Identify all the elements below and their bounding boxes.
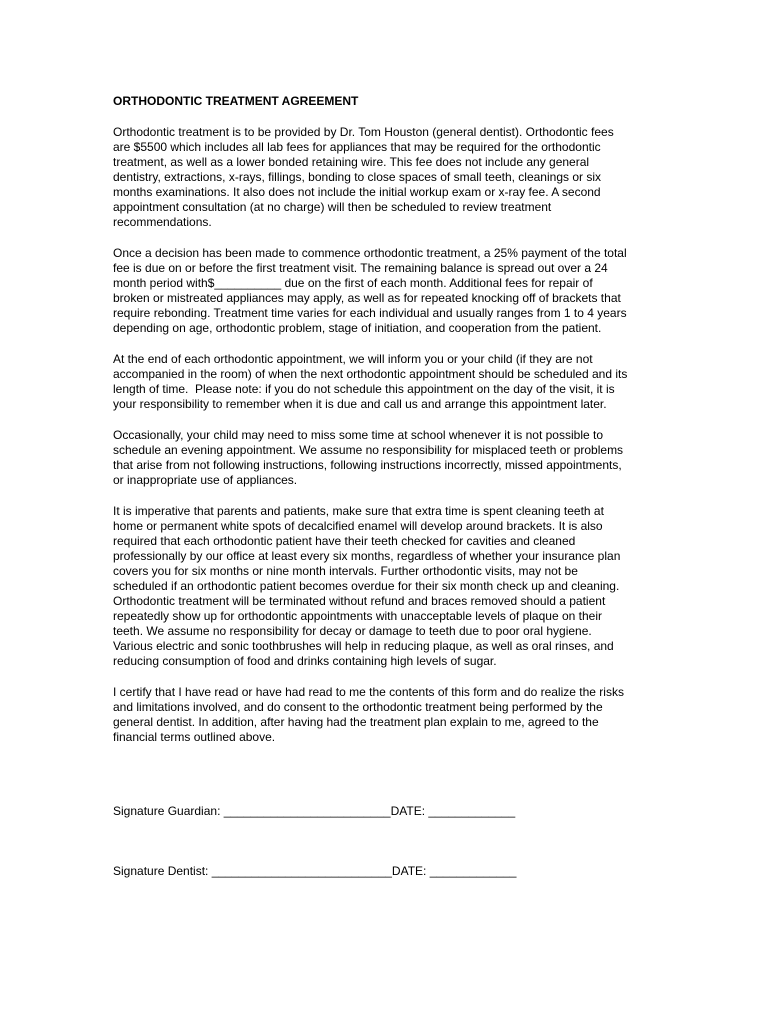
paragraph-hygiene (113, 504, 661, 669)
text-line: Once a decision has been made to commence orthodontic treatment, a 25% payment of the total (113, 246, 627, 260)
text-line: your responsibility to remember when it is due and call us and arrange this appointment later. (113, 397, 607, 411)
text-line: fee is due on or before the first treatment visit. The remaining balance is spread out over a 24 (113, 261, 608, 275)
document-body (113, 94, 661, 761)
text-line: repeatedly show up for orthodontic appointments with unacceptable levels of plaque on their (113, 609, 602, 623)
signature-guardian-field[interactable]: Signature Guardian: _________________________DATE: _____________ (113, 804, 516, 818)
text-line: Occasionally, your child may need to miss some time at school whenever it is not possible to (113, 428, 603, 442)
text-line: recommendations. (113, 215, 212, 229)
paragraph-payment (113, 246, 661, 336)
text-line: Orthodontic treatment will be terminated without refund and braces removed should a patient (113, 594, 606, 608)
text-line: accompanied in the room) of when the next orthodontic appointment should be scheduled and its (113, 367, 628, 381)
text-line: At the end of each orthodontic appointment, we will inform you or your child (if they are not (113, 352, 593, 366)
text-line: treatment, as well as a lower bonded retaining wire. This fee does not include any general (113, 155, 590, 169)
text-line: It is imperative that parents and patients, make sure that extra time is spent cleaning teeth at (113, 504, 604, 518)
text-line: covers you for six months or nine month intervals. Further orthodontic visits, may not be (113, 564, 578, 578)
paragraph-certification (113, 685, 661, 745)
text-line: home or permanent white spots of decalcified enamel will develop around brackets. It is also (113, 519, 603, 533)
text-line: required that each orthodontic patient have their teeth checked for cavities and cleaned (113, 534, 576, 548)
paragraph-fees (113, 125, 661, 230)
text-line: schedule an evening appointment. We assume no responsibility for misplaced teeth or problems (113, 443, 624, 457)
paragraph-school (113, 428, 661, 488)
text-line: I certify that I have read or have had read to me the contents of this form and do realize the risks (113, 685, 624, 699)
text-line: dentistry, extractions, x-rays, fillings, bonding to close spaces of small teeth, cleanings or six (113, 170, 601, 184)
text-line: are $5500 which includes all lab fees for appliances that may be required for the orthodontic (113, 140, 601, 154)
text-line: that arise from not following instructions, following instructions incorrectly, missed appointments, (113, 458, 622, 472)
document-title: ORTHODONTIC TREATMENT AGREEMENT (113, 94, 359, 108)
text-line: depending on age, orthodontic problem, stage of initiation, and cooperation from the patient. (113, 321, 602, 335)
text-line: length of time. Please note: if you do not schedule this appointment on the day of the visit, it is (113, 382, 615, 396)
text-line: scheduled if an orthodontic patient becomes overdue for their six month check up and cleaning. (113, 579, 620, 593)
monthly-amount-line[interactable]: month period with$__________ due on the first of each month. Additional fees for repair of (113, 276, 593, 290)
text-line: general dentist. In addition, after having had the treatment plan explain to me, agreed to the (113, 715, 599, 729)
text-line: or inappropriate use of appliances. (113, 473, 298, 487)
text-line: require rebonding. Treatment time varies for each individual and usually ranges from 1 to 4 years (113, 306, 627, 320)
text-line: reducing consumption of food and drinks containing high levels of sugar. (113, 654, 497, 668)
text-line: Various electric and sonic toothbrushes will help in reducing plaque, as well as oral rinses, and (113, 639, 614, 653)
signature-dentist-field[interactable]: Signature Dentist: ___________________________DATE: _____________ (113, 864, 517, 878)
text-line: Orthodontic treatment is to be provided by Dr. Tom Houston (general dentist). Orthodontic fees (113, 125, 614, 139)
text-line: broken or mistreated appliances may apply, as well as for repeated knocking off of brackets that (113, 291, 621, 305)
paragraph-appointments (113, 352, 661, 412)
text-line: months examinations. It also does not include the initial workup exam or x-ray fee. A second (113, 185, 601, 199)
text-line: and limitations involved, and do consent to the orthodontic treatment being performed by the (113, 700, 603, 714)
text-line: professionally by our office at least every six months, regardless of whether your insurance plan (113, 549, 621, 563)
text-line: financial terms outlined above. (113, 730, 276, 744)
text-line: teeth. We assume no responsibility for decay or damage to teeth due to poor oral hygiene. (113, 624, 592, 638)
text-line: appointment consultation (at no charge) will then be scheduled to review treatment (113, 200, 552, 214)
